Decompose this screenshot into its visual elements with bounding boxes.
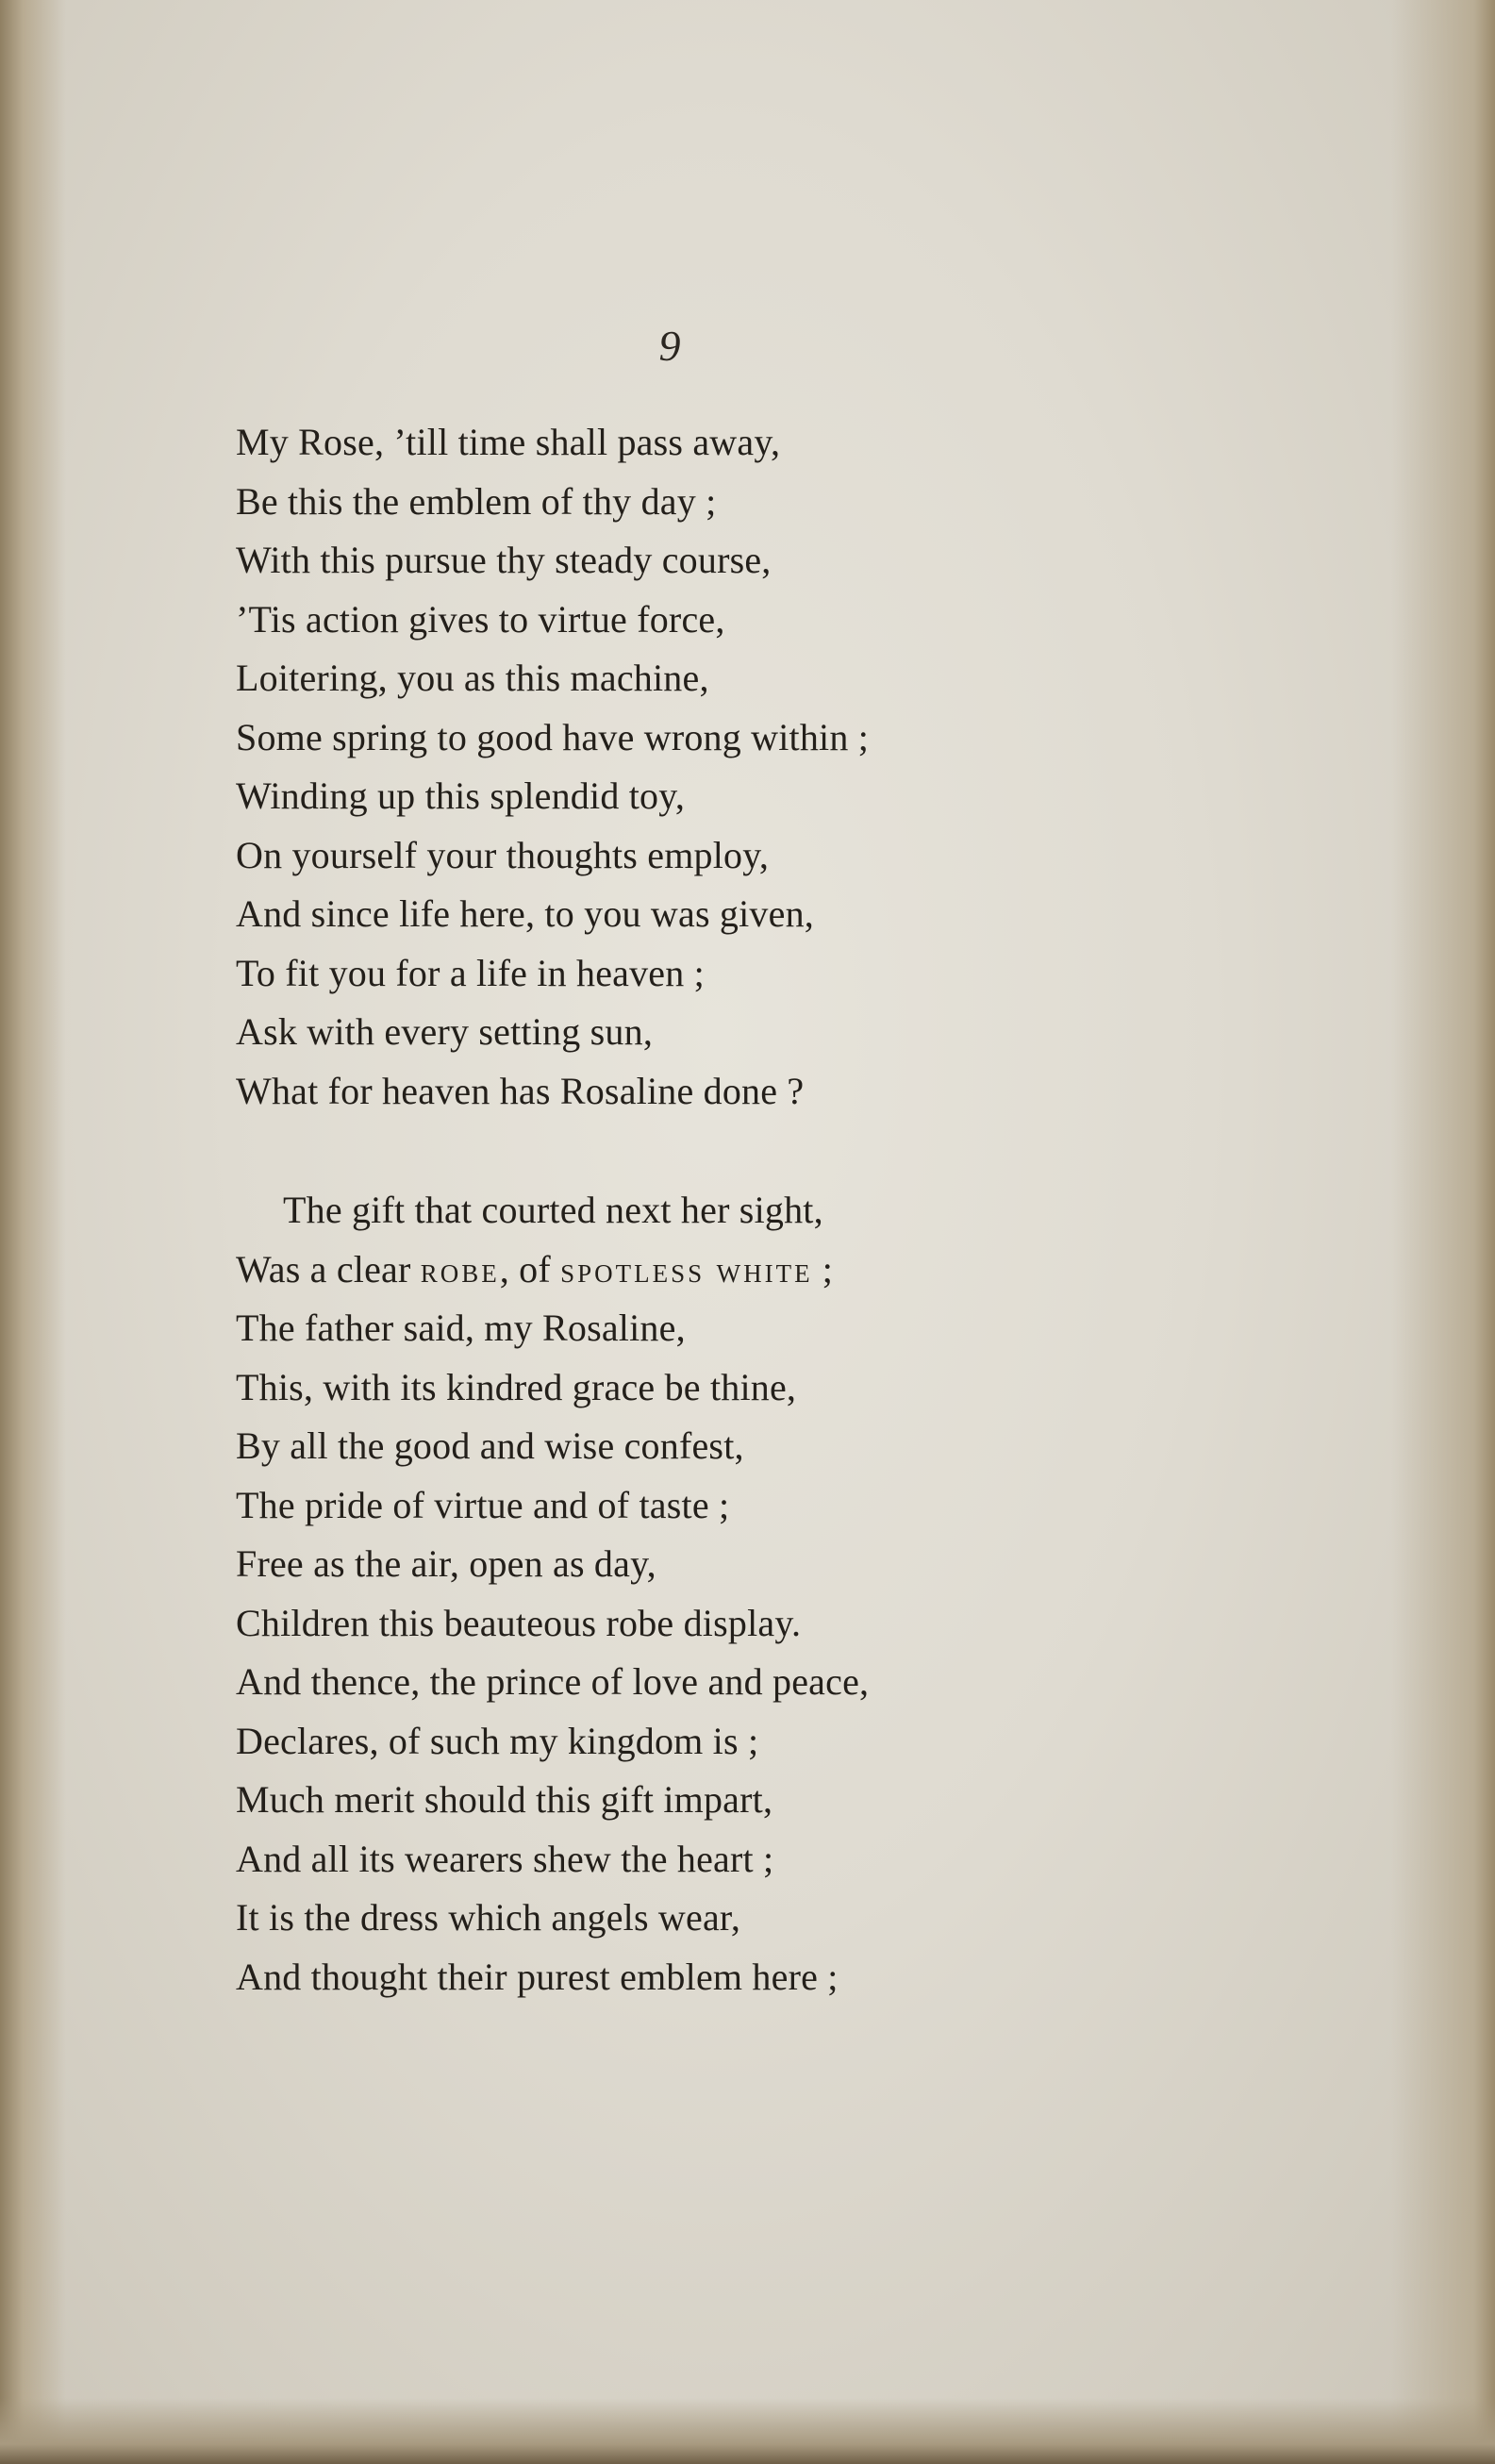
verse-line: My Rose, ’till time shall pass away, [236,421,781,463]
page-number: 9 [658,322,681,370]
verse-line: Winding up this splendid toy, [236,774,686,817]
verse-text: ; [812,1247,834,1290]
verse-line: Free as the air, open as day, [236,1542,656,1585]
verse-line: With this pursue thy steady course, [236,539,772,581]
verse-line: Children this beauteous robe display. [236,1601,802,1644]
verse-line: Much merit should this gift impart, [236,1778,773,1821]
verse-text: Was a clear [236,1247,421,1290]
verse-line: By all the good and wise confest, [236,1424,744,1467]
verse-line: The father said, my Rosaline, [236,1307,686,1349]
verse-line: It is the dress which angels wear, [236,1896,741,1939]
verse-line: This, with its kindred grace be thine, [236,1365,797,1408]
verse-line: What for heaven has Rosaline done ? [236,1069,805,1112]
verse-line: And thence, the prince of love and peace, [236,1660,870,1703]
small-caps-word: robe [420,1250,500,1290]
verse-line: The gift that courted next her sight, [283,1189,823,1231]
verse-line: Declares, of such my kingdom is ; [236,1719,759,1762]
small-caps-phrase: spotless white [560,1250,813,1290]
stanza [236,1181,869,2006]
verse-line: ’Tis action gives to virtue force, [236,597,725,641]
stanza [236,413,869,1121]
verse-line: The pride of virtue and of taste ; [236,1483,730,1526]
verse-text: , of [499,1247,561,1290]
verse-line: To fit you for a life in heaven ; [236,951,705,994]
verse-line: Loitering, you as this machine, [236,657,709,699]
verse-line: On yourself your thoughts employ, [236,833,770,876]
verse-line: Some spring to good have wrong within ; [236,715,870,758]
verse-line: Ask with every setting sun, [236,1010,654,1053]
verse-line: And since life here, to you was given, [236,892,814,935]
page-worn-edge [1391,0,1495,2464]
verse-line [236,1240,869,1300]
page-gutter-shadow [0,0,66,2464]
page-bottom-edge [0,2398,1495,2464]
verse-line: And all its wearers shew the heart ; [236,1837,774,1880]
verse-line: And thought their purest emblem here ; [236,1955,839,1998]
verse-line: Be this the emblem of thy day ; [236,479,717,523]
